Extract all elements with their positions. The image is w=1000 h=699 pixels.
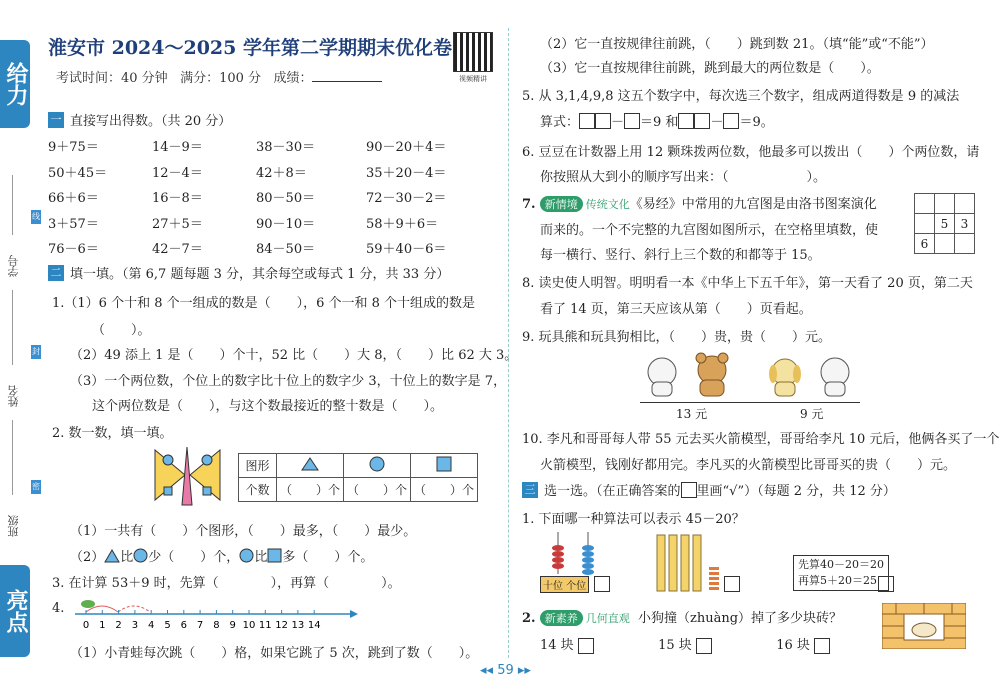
- exam-result: 成绩：: [273, 71, 313, 86]
- magic-square-cell[interactable]: 6: [915, 234, 935, 254]
- calc-note-line2: 再算5＋20＝25: [798, 574, 877, 587]
- calc-item: 50＋45＝: [48, 165, 108, 181]
- q4-3: （3）它一直按规律往前跳，跳到最大的两位数是（ ）。: [540, 61, 880, 76]
- q7-text-a: 《易经》中常用的九宫图是由洛书图案演化: [629, 197, 877, 212]
- q4-number: 4.: [52, 601, 65, 616]
- magic-square: [914, 193, 975, 254]
- q7-line2: 而来的。一个不完整的九宫图如图所示，在空格里填数，使: [540, 223, 879, 238]
- butterfly-figure: [150, 445, 225, 510]
- magic-square-cell[interactable]: 5: [935, 214, 955, 234]
- s3-q2-tag: 新素养: [540, 610, 583, 626]
- q5b-end: ＝9。: [739, 115, 774, 130]
- square-shape: [203, 487, 211, 495]
- sidebar-tab-bottom-label: 亮点: [3, 589, 28, 633]
- option-checkbox-a[interactable]: [594, 576, 610, 592]
- answer-box[interactable]: [723, 113, 739, 129]
- calc-item: 42＋8＝: [256, 165, 307, 181]
- magic-square-cell[interactable]: 3: [955, 214, 975, 234]
- q7-tag-text: 传统文化: [585, 198, 630, 211]
- calc-item: 76－6＝: [48, 242, 99, 257]
- count-cell-square[interactable]: （ ）个: [411, 478, 478, 502]
- option-14: 14 块: [540, 638, 574, 653]
- calc-item: 38－30＝: [256, 140, 316, 155]
- field-label-class: 班级: [7, 515, 20, 537]
- q1-3b: 这个两位数是（ ），与这个数最接近的整十数是（ ）。: [92, 399, 444, 414]
- circle-icon: [369, 456, 385, 472]
- calc-item: 16－8＝: [152, 191, 203, 206]
- section1-number: 一: [48, 112, 64, 128]
- count-cell-triangle[interactable]: （ ）个: [277, 478, 344, 502]
- q2-2-less: 少（ ）个，: [148, 550, 240, 565]
- q6a: 6. 豆豆在计数器上用 12 颗珠拨两位数，他最多可以拨出（ ）个两位数，请: [522, 145, 980, 160]
- option-checkbox-15[interactable]: [696, 638, 712, 654]
- calc-item: 27＋5＝: [152, 216, 203, 232]
- q10b: 火箭模型，钱刚好都用完。李凡买的火箭模型比哥哥买的贵（ ）元。: [540, 458, 957, 473]
- numberline-label: 1: [99, 620, 106, 631]
- section3-title-2: 里画“√”）（每题 2 分，共 12 分）: [696, 484, 896, 499]
- q9: 9. 玩具熊和玩具狗相比，（ ）贵，贵（ ）元。: [522, 330, 832, 345]
- q5a: 5. 从 3,1,4,9,8 这五个数字中，每次选三个数字，组成两道得数是 9 的减法: [522, 89, 960, 104]
- circle-shape: [163, 455, 173, 465]
- sidebar-tab-bottom: [0, 565, 30, 657]
- magic-square-cell[interactable]: [935, 234, 955, 254]
- exam-time: 考试时间：40 分钟: [56, 71, 168, 86]
- q10a: 10. 李凡和哥哥每人带 55 元去买火箭模型，哥哥给李凡 10 元后，他俩各买了一个: [522, 432, 1000, 447]
- magic-square-cell[interactable]: [915, 194, 935, 214]
- price-dog: 9 元: [800, 407, 824, 421]
- circle-shape: [202, 455, 212, 465]
- option-checkbox-c[interactable]: [878, 576, 894, 592]
- numberline-label: 7: [196, 620, 204, 631]
- calc-note: [793, 555, 889, 591]
- q3-text: 3. 在计算 53＋9 时，先算（ ），再算（ ）。: [52, 576, 401, 591]
- s3-q1: 1. 下面哪一种算法可以表示 45－20？: [522, 512, 745, 527]
- square-icon: [436, 456, 452, 472]
- q5b-and: ＝9 和: [640, 115, 679, 130]
- count-table-head: 图形: [239, 454, 277, 478]
- q7-line3: 每一横行、竖行、斜行上三个数的和都等于 15。: [540, 248, 821, 263]
- calc-item: 72－30－2＝: [366, 191, 447, 206]
- s3-q2-number: 2.: [522, 611, 536, 626]
- numberline-label: 12: [275, 620, 288, 631]
- magic-square-cell[interactable]: [915, 214, 935, 234]
- q2-2: [70, 546, 373, 565]
- section3-number: 三: [522, 482, 538, 498]
- column-divider: [508, 28, 509, 658]
- calc-item: 35＋20－4＝: [366, 165, 447, 181]
- square-shape: [164, 487, 172, 495]
- triangle-icon: [104, 549, 120, 563]
- s3-q2-tag-text: 几何直观: [585, 612, 630, 625]
- calc-item: 42－7＝: [152, 242, 203, 257]
- q2-1: （1）一共有（ ）个图形，（ ）最多，（ ）最少。: [70, 524, 417, 539]
- s3-q2-text: 小狗撞（zhuàng）掉了多少块砖？: [637, 611, 843, 626]
- page-title: 淮安市 2024～2025 学年第二学期期末优化卷: [48, 37, 452, 59]
- calc-item: 9＋75＝: [48, 140, 99, 155]
- calc-item: 90－10＝: [256, 216, 316, 232]
- sidebar-tab-top: [0, 40, 30, 128]
- answer-box[interactable]: [694, 113, 710, 129]
- field-label-id: 学号: [7, 255, 20, 277]
- sticks-figure: [655, 533, 725, 593]
- q2-2-more: 多（ ）个。: [282, 550, 374, 565]
- numberline-label: 0: [82, 620, 90, 631]
- q5b-label: 算式：: [540, 115, 580, 130]
- options-row: [540, 634, 830, 654]
- binding-line: [12, 175, 13, 235]
- q4-1: （1）小青蛙每次跳（ ）格，如果它跳了 5 次，跳到了数（ ）。: [70, 646, 479, 661]
- calc-item: 66＋6＝: [48, 191, 99, 206]
- frog-icon: [81, 600, 95, 608]
- qr-code[interactable]: [453, 32, 493, 72]
- calc-item: 58＋9＋6＝: [366, 216, 439, 232]
- q1-2: （2）49 添上 1 是（ ）个十，52 比（ ）大 8，（ ）比 62 大 3。: [70, 348, 518, 363]
- price-bear: 13 元: [676, 407, 708, 421]
- numberline-label: 10: [242, 620, 256, 631]
- section1-title: 直接写出得数。（共 20 分）: [70, 114, 232, 129]
- circle-icon: [239, 548, 254, 563]
- square-icon: [267, 548, 282, 563]
- calc-item: 80－50＝: [256, 191, 316, 206]
- toy-shelf: [640, 402, 860, 403]
- q8b: 看了 14 页，第三天应该从第（ ）页看起。: [540, 302, 812, 317]
- numberline-label: 6: [180, 620, 187, 631]
- seal-mark: 封: [31, 345, 41, 359]
- numberline-label: 11: [258, 620, 272, 631]
- magic-square-cell[interactable]: [935, 194, 955, 214]
- s3-q2: [522, 607, 842, 626]
- q7-line1: [522, 193, 877, 212]
- count-table: [238, 453, 478, 502]
- section3-header: [522, 480, 896, 499]
- dog-icon: [912, 623, 936, 637]
- q2-2-bi: 比: [120, 550, 134, 565]
- option-16: 16 块: [776, 638, 810, 653]
- section2-title: 填一填。（第 6,7 题每题 3 分，其余每空或每式 1 分，共 33 分）: [70, 267, 450, 282]
- answer-box[interactable]: [595, 113, 611, 129]
- numberline-label: 5: [164, 620, 171, 631]
- numberline-label: 8: [213, 620, 220, 631]
- page-number: ◂◂ 59 ▸▸: [480, 663, 531, 678]
- count-cell-circle[interactable]: （ ）个: [344, 478, 411, 502]
- exam-meta: [56, 67, 382, 86]
- abacus-figure: [540, 530, 610, 576]
- page-number-value: 59: [497, 663, 514, 678]
- seal-mark: 密: [31, 480, 41, 494]
- calc-item: 14－9＝: [152, 140, 203, 155]
- calc-item: 84－50＝: [256, 242, 316, 257]
- option-checkbox-14[interactable]: [578, 638, 594, 654]
- section2-number: 二: [48, 265, 64, 281]
- toy-cat-and-bear: [640, 350, 740, 400]
- count-table-row-label: 个数: [239, 478, 277, 502]
- toy-dog-and-cat: [760, 350, 860, 400]
- calc-item: 90－20＋4＝: [366, 140, 447, 155]
- section1-header: [48, 110, 231, 129]
- q4-2: （2）它一直按规律往前跳，（ ）跳到数 21。（填“能”或“不能”）: [540, 37, 934, 52]
- q8a: 8. 读史使人明智。明明看一本《中华上下五千年》，第一天看了 20 页，第二天: [522, 276, 973, 291]
- binding-line: [12, 420, 13, 495]
- answer-box[interactable]: [624, 113, 640, 129]
- option-15: 15 块: [658, 638, 692, 653]
- seal-mark: 线: [31, 210, 41, 224]
- q2-2-bi2: 比: [254, 550, 268, 565]
- q7-number: 7.: [522, 197, 536, 212]
- section2-header: [48, 263, 449, 282]
- numberline-label: 2: [115, 620, 122, 631]
- abacus-label: 十位 个位: [540, 576, 589, 593]
- qr-caption: 视频精讲: [459, 75, 487, 83]
- q2-text: 2. 数一数，填一填。: [52, 426, 173, 441]
- q2-2-prefix: （2）: [70, 550, 105, 565]
- q1-1a: 1.（1）6 个十和 8 个一组成的数是（ ），6 个一和 8 个十组成的数是: [52, 296, 476, 311]
- q7-tag: 新情境: [540, 196, 583, 212]
- magic-square-cell[interactable]: [955, 234, 975, 254]
- brick-wall: [882, 603, 966, 649]
- sidebar-tab-top-label: 给力: [3, 62, 28, 106]
- numberline-label: 14: [307, 620, 321, 631]
- q1-3a: （3）一个两位数，个位上的数字比十位上的数字少 3，十位上的数字是 7，: [70, 374, 507, 389]
- binding-line: [12, 290, 13, 365]
- numberline-label: 13: [291, 620, 305, 631]
- numberline-label: 4: [148, 620, 155, 631]
- answer-box[interactable]: [579, 113, 595, 129]
- checkbox-icon: [681, 482, 697, 498]
- option-checkbox-16[interactable]: [814, 638, 830, 654]
- section3-title: 选一选。（在正确答案的: [544, 484, 681, 499]
- circle-icon: [133, 548, 148, 563]
- number-line: [70, 598, 360, 634]
- numberline-label: 3: [131, 620, 139, 631]
- calc-note-line1: 先算40－20＝20: [798, 558, 884, 571]
- exam-score: 满分：100 分: [180, 71, 262, 86]
- q5b: 算式： － ＝9 和 － ＝9。: [540, 111, 774, 130]
- numberline-label: 9: [229, 620, 236, 631]
- answer-box[interactable]: [678, 113, 694, 129]
- q1-1b: （ ）。: [92, 323, 151, 338]
- q6b: 你按照从大到小的顺序写出来：（ ）。: [540, 170, 827, 185]
- magic-square-cell[interactable]: [955, 194, 975, 214]
- calc-item: 3＋57＝: [48, 216, 99, 232]
- calc-item: 12－4＝: [152, 165, 203, 181]
- field-label-name: 姓名: [7, 385, 20, 407]
- calc-item: 59＋40－6＝: [366, 242, 447, 257]
- triangle-icon: [301, 457, 319, 471]
- option-checkbox-b[interactable]: [724, 576, 740, 592]
